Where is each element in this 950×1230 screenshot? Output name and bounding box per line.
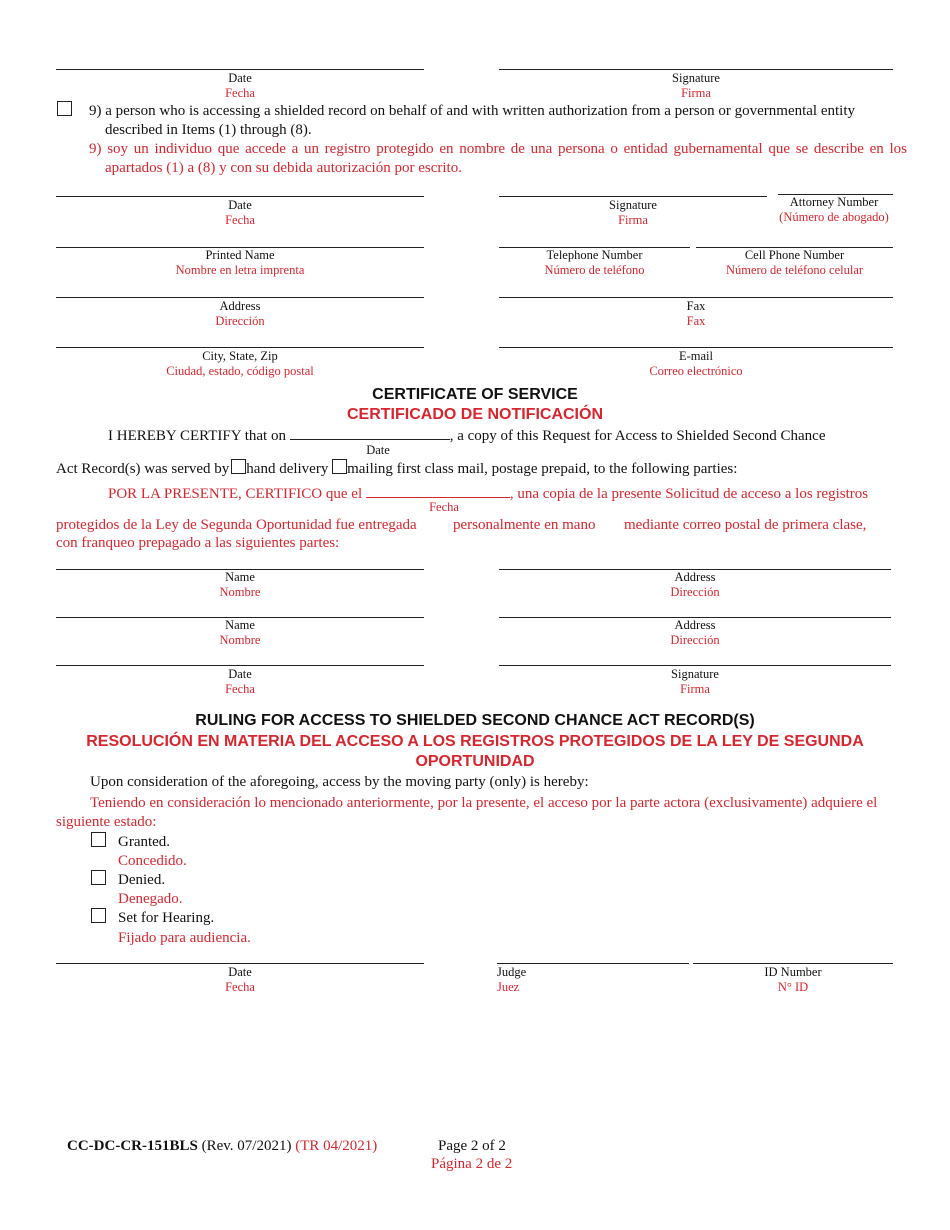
signature-line[interactable] [499, 69, 893, 70]
party-name-label: Name Nombre [219, 570, 261, 599]
item9-checkbox[interactable] [57, 101, 72, 116]
date-label: Date Fecha [225, 71, 255, 100]
denied-label-es: Denegado. [118, 891, 183, 907]
page-number-es: Página 2 de 2 [431, 1156, 513, 1172]
date-line[interactable] [56, 196, 424, 197]
date-label: Date Fecha [225, 198, 255, 227]
service-date-caption: Date [366, 443, 390, 457]
cert-line-2: Act Record(s) was served by hand delivery mailing first class mail, postage prepaid, to the following parties: [56, 461, 738, 477]
item9-text-es: 9) soy un individuo que accede a un registro protegido en nombre de una persona o entidad gubernamental que se describe en los apartados (1) a (8) y con su debida autorización por escrito. [89, 141, 907, 176]
item9-text-en: 9) a person who is accessing a shielded record on behalf of and with written authorization from a person or governmental entity described in Items (1) through (8). [89, 103, 856, 138]
email-label: E-mail Correo electrónico [649, 349, 743, 378]
ruling-date-label: Date Fecha [225, 965, 255, 994]
ruling-intro: Upon consideration of the aforegoing, access by the moving party (only) is hereby: [90, 774, 589, 790]
granted-label-es: Concedido. [118, 853, 187, 869]
service-date-line[interactable] [56, 665, 424, 666]
date-line[interactable] [56, 69, 424, 70]
hearing-label: Set for Hearing. [118, 910, 215, 926]
fax-line[interactable] [499, 297, 893, 298]
fecha-caption: Fecha [429, 500, 459, 514]
hearing-checkbox[interactable] [91, 908, 106, 923]
hand-delivery-checkbox[interactable] [231, 459, 246, 474]
service-signature-label: Signature Firma [671, 667, 719, 696]
ruling-title-es-1: RESOLUCIÓN EN MATERIA DEL ACCESO A LOS REGISTROS PROTEGIDOS DE LA LEY DE SEGUNDA [86, 733, 864, 750]
signature-label: Signature Firma [609, 198, 657, 227]
judge-label: Judge Juez [497, 965, 527, 994]
email-line[interactable] [499, 347, 893, 348]
denied-checkbox[interactable] [91, 870, 106, 885]
attorney-number-label: Attorney Number (Número de abogado) [779, 195, 889, 224]
city-state-zip-label: City, State, Zip Ciudad, estado, código postal [166, 349, 314, 378]
party-address-label: Address Dirección [670, 618, 720, 647]
party-address-label: Address Dirección [670, 570, 720, 599]
certificate-title-es: CERTIFICADO DE NOTIFICACIÓN [347, 406, 603, 423]
cert-es-line-3: con franqueo prepagado a las siguientes partes: [56, 535, 340, 551]
cert-es-mail: mediante correo postal de primera clase, [624, 517, 867, 533]
service-date-field-es[interactable] [366, 483, 510, 498]
service-date-field[interactable] [290, 425, 450, 440]
cert-es-hand: personalmente en mano [453, 517, 596, 533]
granted-label: Granted. [118, 834, 171, 850]
ruling-date-line[interactable] [56, 963, 424, 964]
service-signature-line[interactable] [499, 665, 891, 666]
certificate-title: CERTIFICATE OF SERVICE [372, 386, 578, 403]
page-number: Page 2 of 2 [438, 1138, 506, 1154]
service-date-label: Date Fecha [225, 667, 255, 696]
ruling-intro-es: Teniendo en consideración lo mencionado anteriormente, por la presente, el acceso por la parte actora (exclusivamente) adquiere el siguiente estado: [56, 795, 878, 830]
ruling-title: RULING FOR ACCESS TO SHIELDED SECOND CHANCE ACT RECORD(S) [195, 712, 755, 729]
id-number-label: ID Number N° ID [764, 965, 822, 994]
signature-line[interactable] [499, 196, 767, 197]
address-line[interactable] [56, 297, 424, 298]
hearing-label-es: Fijado para audiencia. [118, 930, 251, 946]
signature-label: Signature Firma [672, 71, 720, 100]
address-label: Address Dirección [215, 299, 265, 328]
mail-checkbox[interactable] [332, 459, 347, 474]
cert-es-line-2: protegidos de la Ley de Segunda Oportunidad fue entregada [56, 517, 417, 533]
ruling-title-es-2: OPORTUNIDAD [415, 753, 535, 770]
party-name-label: Name Nombre [219, 618, 261, 647]
fax-label: Fax Fax [686, 299, 706, 328]
printed-name-label: Printed Name Nombre en letra imprenta [175, 248, 305, 277]
form-id: CC-DC-CR-151BLS (Rev. 07/2021) (TR 04/2021) [67, 1138, 378, 1154]
judge-line[interactable] [497, 963, 689, 964]
city-state-zip-line[interactable] [56, 347, 424, 348]
cell-phone-label: Cell Phone Number Número de teléfono celular [725, 248, 864, 277]
id-number-line[interactable] [693, 963, 893, 964]
cert-es-line-1: POR LA PRESENTE, CERTIFICO que el , una copia de la presente Solicitud de acceso a los registros [108, 483, 868, 504]
denied-label: Denied. [118, 872, 166, 888]
telephone-label: Telephone Number Número de teléfono [544, 248, 645, 277]
cert-line-1: I HEREBY CERTIFY that on , a copy of this Request for Access to Shielded Second Chance [108, 425, 825, 446]
granted-checkbox[interactable] [91, 832, 106, 847]
